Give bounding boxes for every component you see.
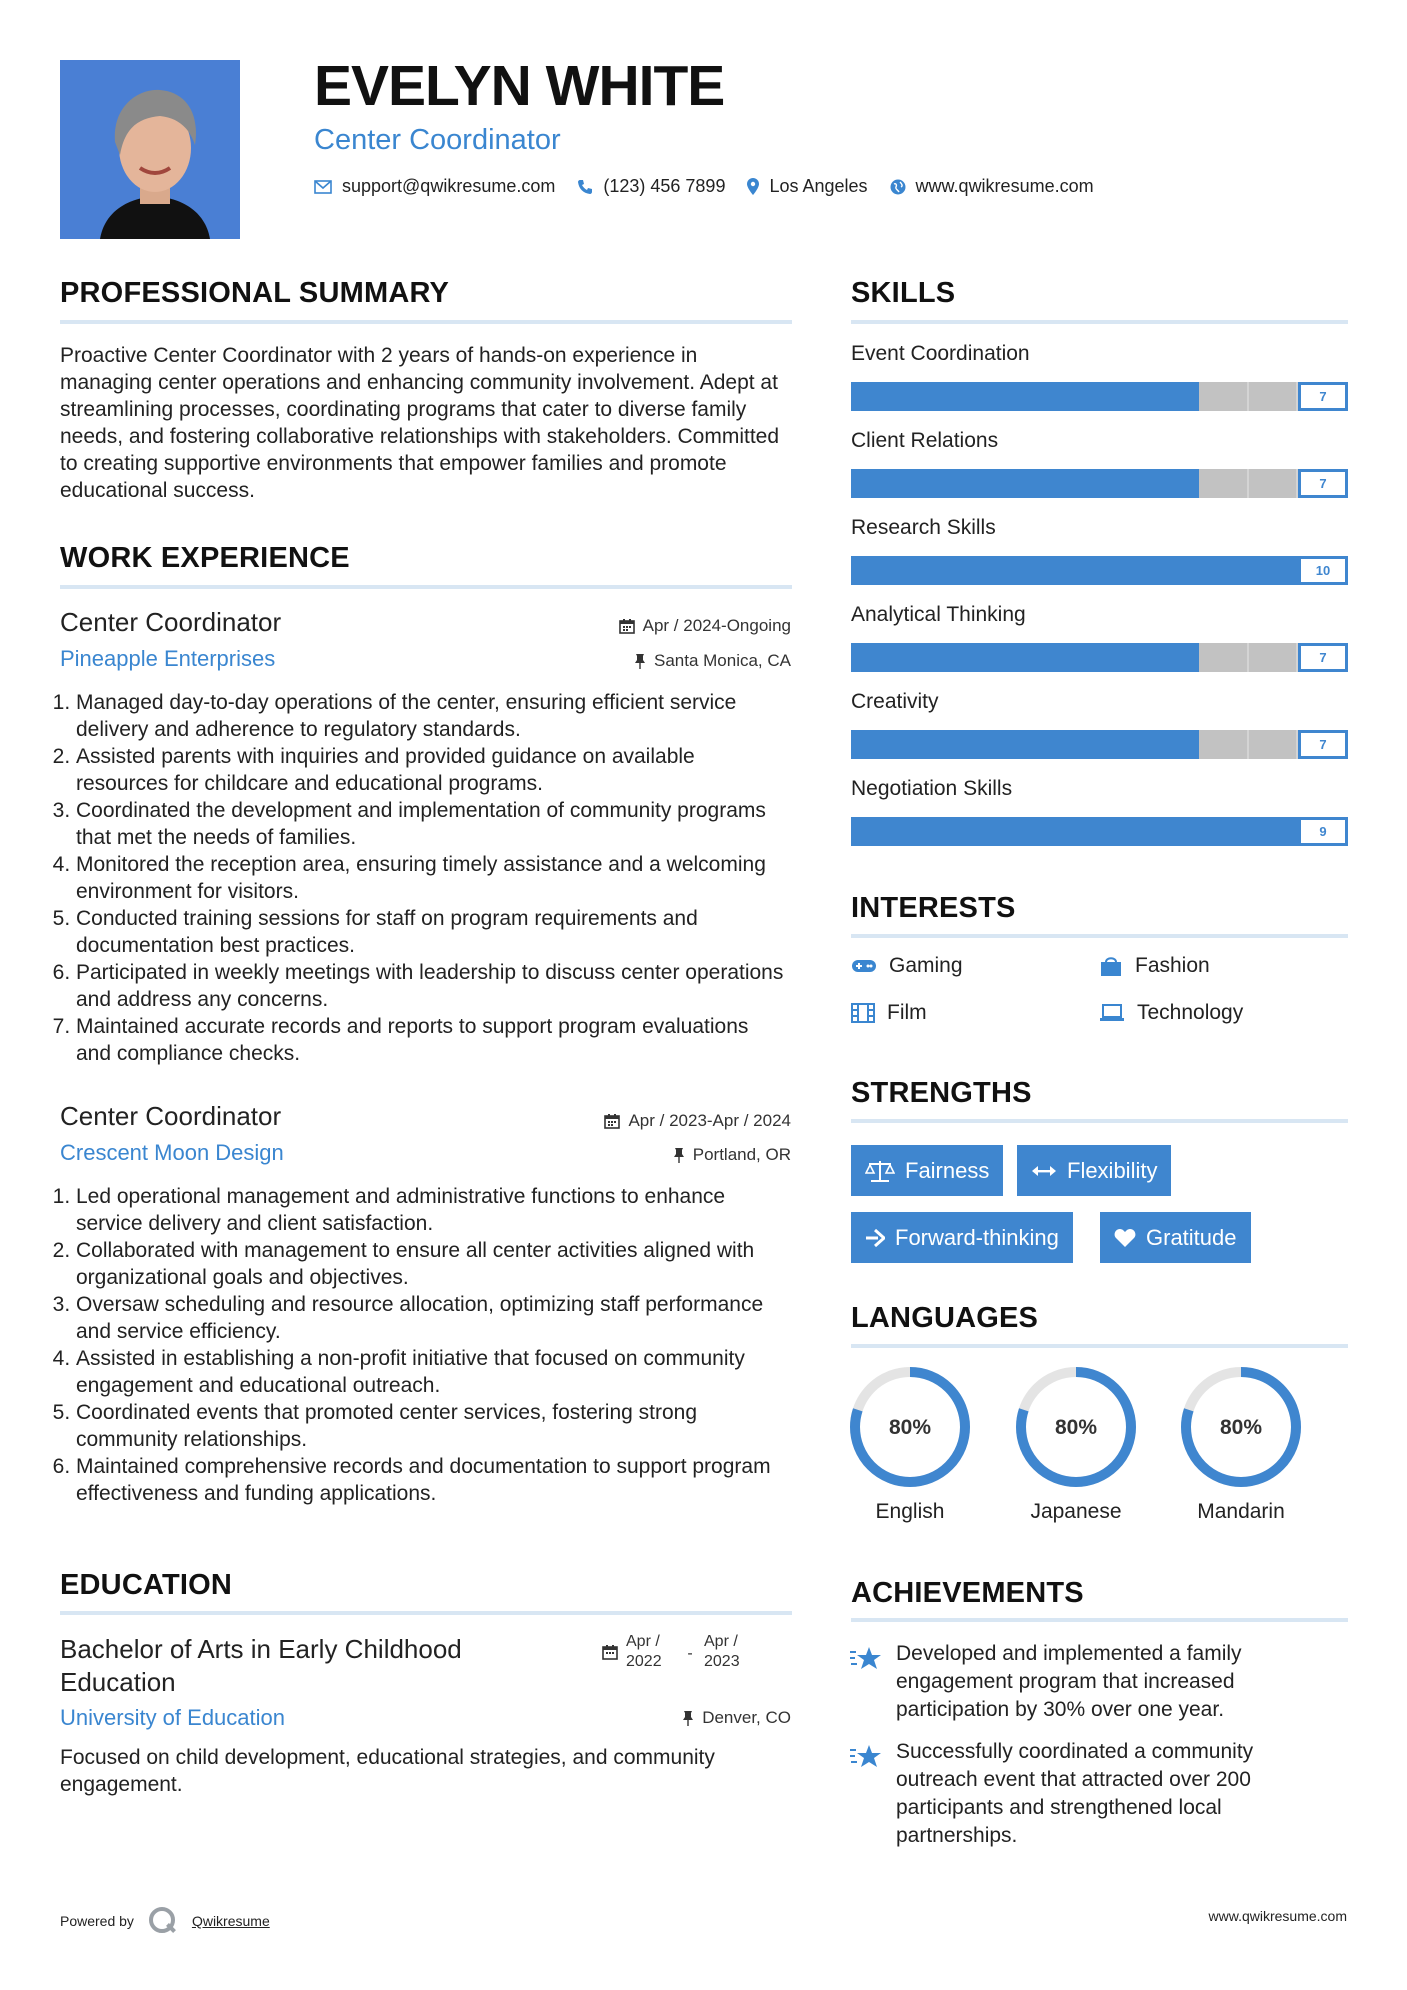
skill-score: 10 [1298,556,1348,585]
language-ring-chart [1015,1366,1137,1488]
interest-label: Gaming [889,954,963,977]
skill-name: Negotiation Skills [851,777,1013,800]
school-name: University of Education [60,1705,285,1730]
language-ring-chart [1180,1366,1302,1488]
skill-name: Analytical Thinking [851,603,1026,626]
gamepad-icon [851,958,877,974]
job-dates-text: Apr / 2023-Apr / 2024 [628,1111,791,1130]
job-title: Center Coordinator [60,1101,282,1131]
job-dates-text: Apr / 2024-Ongoing [642,616,791,635]
language-name: Mandarin [1197,1500,1285,1523]
skill-bar-segment [1199,382,1249,411]
list-item: 2. Collaborated with management to ensure all center activities aligned with organizational goals and objectives. [76,1237,788,1291]
skill-bar-fill [851,556,1348,585]
job-company: Crescent Moon Design [60,1140,284,1165]
strength-label: Forward-thinking [895,1224,1059,1250]
skill-bar-fill [851,730,1199,759]
qwikresume-logo-icon [148,1906,178,1936]
job-bullets [58,1183,788,1507]
education-dates [602,1632,754,1672]
interest-fashion [1099,954,1210,978]
interests-divider [851,934,1348,938]
job-location-text: Santa Monica, CA [653,651,791,670]
candidate-name: EVELYN WHITE [314,54,725,118]
skill-bar-segment [1199,643,1249,672]
globe-icon [890,179,906,195]
strengths-divider [851,1119,1348,1123]
language-percent: 80% [1219,1416,1263,1439]
strength-chip-gratitude [1100,1212,1251,1263]
skill-score: 7 [1298,382,1348,411]
skill-bar [851,643,1348,672]
skill-name: Creativity [851,690,939,713]
envelope-icon [314,180,332,194]
interest-gaming [851,954,963,978]
calendar-icon [604,1113,620,1129]
email-text: support@qwikresume.com [342,176,556,196]
education-divider [60,1611,792,1615]
interest-label: Fashion [1135,954,1210,977]
laptop-icon [1099,1004,1125,1022]
education-end: Apr / 2023 [704,1633,740,1670]
list-item: 1. Managed day-to-day operations of the center, ensuring efficient service delivery and adherence to regulatory standards. [76,689,788,743]
calendar-icon [619,618,635,634]
skill-bar-fill [851,643,1199,672]
job-title: Center Coordinator [60,607,282,637]
education-description: Focused on child development, educational strategies, and community engagement. [60,1746,715,1796]
skill-score: 7 [1298,643,1348,672]
strength-chip-flexibility [1017,1145,1171,1196]
achievements-heading: ACHIEVEMENTS [851,1577,1084,1609]
skill-bar [851,469,1348,498]
award-star-icon [849,1645,883,1678]
pushpin-icon [634,653,646,669]
list-item: 5. Conducted training sessions for staff on program requirements and documentation best practices. [76,905,788,959]
education-location-text: Denver, CO [702,1708,791,1727]
skill-bar-fill [851,469,1199,498]
list-item: 1. Led operational management and administrative functions to enhance service delivery and client satisfaction. [76,1183,788,1237]
summary-heading: PROFESSIONAL SUMMARY [60,277,450,309]
language-name: English [875,1500,945,1523]
interests-heading: INTERESTS [851,892,1016,924]
interest-film [851,1001,927,1025]
language-ring [1015,1366,1137,1493]
education-heading: EDUCATION [60,1569,233,1601]
skill-name: Research Skills [851,516,996,539]
shopping-bag-icon [1099,955,1123,977]
list-item: 4. Assisted in establishing a non-profit initiative that focused on community engagement and educational outreach. [76,1345,788,1399]
list-item: 5. Coordinated events that promoted center services, fostering strong community relationships. [76,1399,788,1453]
summary-divider [60,320,792,324]
contact-phone[interactable] [577,176,725,197]
strength-label: Gratitude [1146,1224,1237,1250]
education-location [682,1708,791,1728]
list-item: 2. Assisted parents with inquiries and provided guidance on available resources for childcare and educational programs. [76,743,788,797]
qwikresume-link[interactable]: Qwikresume [191,1913,270,1929]
award-star-icon [849,1743,883,1776]
summary-text: Proactive Center Coordinator with 2 years of hands-on experience in managing center operations and enhancing community involvement. Adept at streamlining processes, coordinating programs that cater to diverse family needs, and fostering collaborative relationships with stakeholders. Committed to creating supportive environments that empower families and promote educational success. [60,344,780,502]
arrows-horizontal-icon [1031,1164,1057,1178]
languages-heading: LANGUAGES [851,1302,1039,1334]
language-ring [1180,1366,1302,1493]
language-percent: 80% [1054,1416,1098,1439]
arrow-right-icon [865,1229,885,1247]
powered-by-text: Powered by [60,1913,134,1929]
website-text: www.qwikresume.com [915,176,1094,196]
skill-score: 7 [1298,469,1348,498]
skill-bar-segment [1249,730,1299,759]
language-percent: 80% [888,1416,932,1439]
interest-label: Technology [1137,1001,1244,1024]
strength-label: Flexibility [1067,1157,1158,1183]
list-item: 7. Maintained accurate records and reports to support program evaluations and compliance checks. [76,1013,788,1067]
strengths-heading: STRENGTHS [851,1077,1032,1109]
skill-bar-segment [1199,730,1249,759]
job-dates [619,616,791,636]
language-ring-chart [849,1366,971,1488]
phone-icon [577,179,593,195]
location-text: Los Angeles [769,176,868,196]
skill-bar [851,382,1348,411]
achievements-divider [851,1618,1348,1622]
strength-chip-fairness [851,1145,1003,1196]
achievement-item: Developed and implemented a family engagement program that increased participation by 30% over one year. [896,1642,1242,1721]
contact-bar [314,176,1116,197]
film-icon [851,1003,875,1023]
job-company: Pineapple Enterprises [60,646,276,671]
language-ring [849,1366,971,1493]
achievement-item: Successfully coordinated a community outreach event that attracted over 200 participants and strengthened local partnerships. [896,1740,1254,1847]
language-name: Japanese [1030,1500,1122,1523]
experience-heading: WORK EXPERIENCE [60,542,350,574]
interest-label: Film [887,1001,927,1024]
job-bullets [58,689,788,1067]
footer-url[interactable]: www.qwikresume.com [1208,1908,1347,1924]
job-location [673,1145,791,1165]
skill-bar [851,817,1348,846]
job-location [634,651,791,671]
interest-technology [1099,1001,1243,1025]
skill-score: 7 [1298,730,1348,759]
calendar-icon [602,1644,618,1672]
skill-name: Event Coordination [851,342,1030,365]
list-item: 4. Monitored the reception area, ensuring timely assistance and a welcoming environment for visitors. [76,851,788,905]
job-dates [604,1111,791,1131]
scale-icon [865,1159,895,1183]
education-start: Apr / 2022 [626,1633,662,1670]
list-item: 6. Maintained comprehensive records and documentation to support program effectiveness and funding applications. [76,1453,788,1507]
phone-text: (123) 456 7899 [603,176,726,196]
degree-title: Bachelor of Arts in Early Childhood Education [60,1634,462,1697]
skill-bar-fill [851,382,1199,411]
skill-bar-segment [1249,643,1299,672]
skill-bar-segment [1249,469,1299,498]
skills-heading: SKILLS [851,277,956,309]
skills-divider [851,320,1348,324]
languages-divider [851,1344,1348,1348]
contact-location [747,176,867,197]
strength-chip-forward-thinking [851,1212,1073,1263]
job-location-text: Portland, OR [692,1145,791,1164]
skill-score: 9 [1298,817,1348,846]
candidate-role: Center Coordinator [314,124,561,156]
experience-divider [60,585,792,589]
date-separator: - [687,1645,693,1662]
skill-bar-fill [851,817,1298,846]
list-item: 6. Participated in weekly meetings with leadership to discuss center operations and address any concerns. [76,959,788,1013]
map-pin-icon [747,178,759,195]
skill-bar-segment [1249,382,1299,411]
skill-bar [851,730,1348,759]
contact-website[interactable] [890,176,1094,197]
footer-powered-by [60,1906,270,1936]
skill-name: Client Relations [851,429,999,452]
heart-icon [1114,1228,1136,1248]
skill-bar-segment [1199,469,1249,498]
profile-photo [60,60,240,239]
contact-email[interactable] [314,176,555,197]
pushpin-icon [673,1147,685,1163]
skill-bar [851,556,1348,585]
strength-label: Fairness [905,1157,990,1183]
pushpin-icon [682,1710,694,1726]
list-item: 3. Coordinated the development and implementation of community programs that met the needs of families. [76,797,788,851]
list-item: 3. Oversaw scheduling and resource allocation, optimizing staff performance and service efficiency. [76,1291,788,1345]
